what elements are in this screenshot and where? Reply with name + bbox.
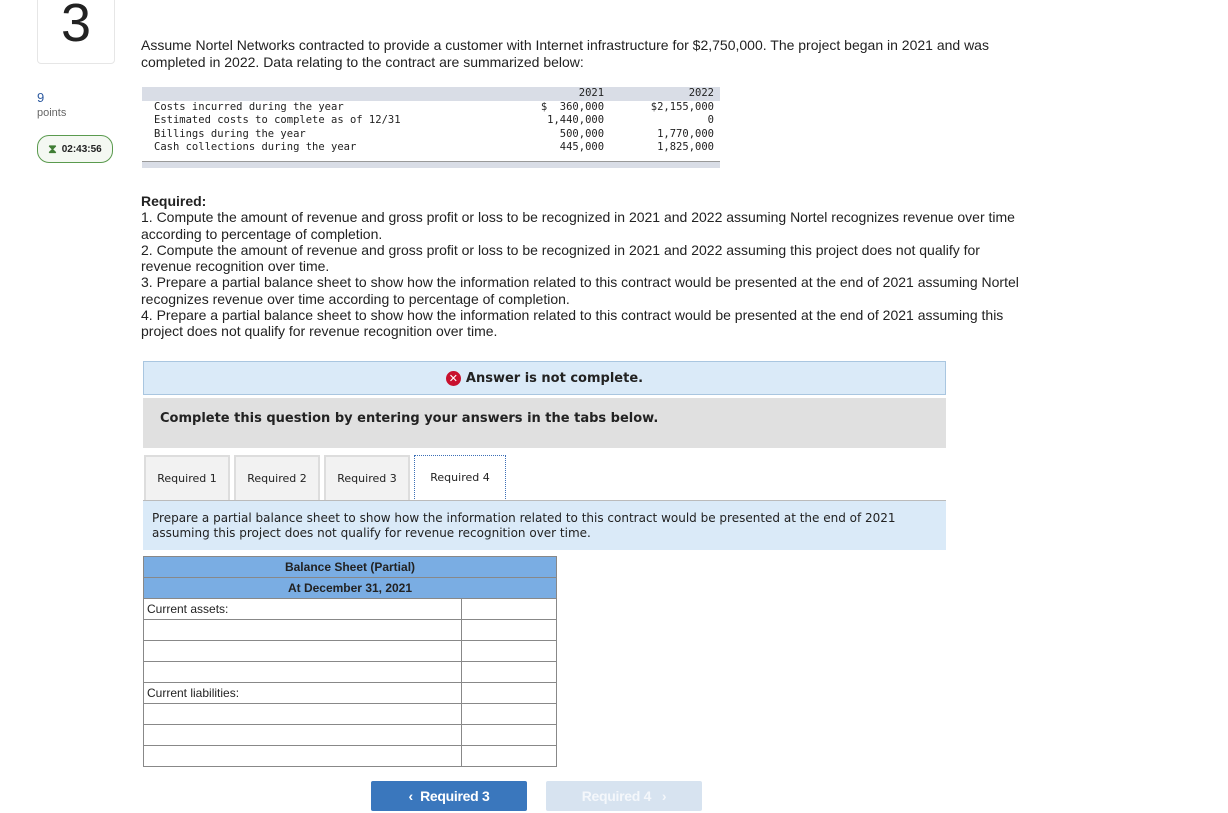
balance-sheet-title: Balance Sheet (Partial) <box>144 557 557 578</box>
amount-input[interactable] <box>462 746 557 767</box>
requirements <box>141 193 1031 340</box>
label-input[interactable]: Current assets: <box>144 599 462 620</box>
amount-input[interactable] <box>462 704 557 725</box>
tab-required-1[interactable]: Required 1 <box>144 455 230 501</box>
prev-required-button[interactable] <box>371 781 527 811</box>
required-item-2: 2. Compute the amount of revenue and gross profit or loss to be recognized in 2021 and 2022 assuming this project does not qualify for revenue recognition over time. <box>141 241 980 275</box>
balance-sheet-table <box>143 556 557 767</box>
contract-data-table <box>142 87 720 168</box>
required-item-4: 4. Prepare a partial balance sheet to show how the information related to this contract would be presented at the end of 2021 assuming this project does not qualify for revenue recognition over time. <box>141 307 1004 340</box>
timer <box>37 135 113 163</box>
table-row <box>144 683 557 704</box>
table-row <box>144 704 557 725</box>
chevron-right-icon: › <box>661 788 667 804</box>
table-row: Billings during the year 500,000 1,770,000 <box>154 127 714 140</box>
timer-value: 02:43:56 <box>61 143 102 155</box>
points-label: points <box>37 107 67 119</box>
amount-input[interactable] <box>462 725 557 746</box>
table-row: Costs incurred during the year $ 360,000 $2,155,000 <box>154 100 714 113</box>
table-row: Estimated costs to complete as of 12/31 1,440,000 0 <box>154 114 714 126</box>
amount-input[interactable] <box>462 683 557 704</box>
table-row <box>144 641 557 662</box>
tab-required-2[interactable]: Required 2 <box>234 455 320 501</box>
label-input[interactable] <box>144 725 462 746</box>
table-row <box>144 725 557 746</box>
answer-status: Answer is not complete. <box>465 370 644 386</box>
table-row: Cash collections during the year 445,000 1,825,000 <box>154 141 714 153</box>
tab-instruction: Prepare a partial balance sheet to show how the information related to this contract would be presented at the end of 2021 assuming this project does not qualify for revenue recognition over time. <box>143 501 946 550</box>
label-input[interactable] <box>144 641 462 662</box>
tab-required-4[interactable]: Required 4 <box>414 455 506 501</box>
amount-input[interactable] <box>462 641 557 662</box>
balance-sheet-date: At December 31, 2021 <box>144 578 557 599</box>
header-2021: 2021 <box>500 87 610 101</box>
question-number: 3 <box>37 0 115 64</box>
error-x-icon: ✕ <box>446 371 461 386</box>
label-input[interactable] <box>144 662 462 683</box>
required-item-1: 1. Compute the amount of revenue and gross profit or loss to be recognized in 2021 and 2022 assuming Nortel recognizes revenue over time according to percentage of completion. <box>141 209 1015 242</box>
tab-required-3[interactable]: Required 3 <box>324 455 410 501</box>
amount-input[interactable] <box>462 662 557 683</box>
next-required-button[interactable] <box>546 781 702 811</box>
next-label: Required 4 <box>581 788 652 804</box>
table-row <box>144 746 557 767</box>
label-input[interactable] <box>144 704 462 725</box>
table-row <box>144 662 557 683</box>
complete-prompt: Complete this question by entering your answers in the tabs below. <box>143 398 946 448</box>
table-footer <box>142 161 720 168</box>
required-title: Required: <box>141 193 207 209</box>
table-row <box>144 620 557 641</box>
prev-label: Required 3 <box>420 788 490 804</box>
label-input[interactable]: Current liabilities: <box>144 683 462 704</box>
label-input[interactable] <box>144 746 462 767</box>
header-2022: 2022 <box>610 87 720 101</box>
answer-status-banner <box>143 361 946 395</box>
amount-input[interactable] <box>462 599 557 620</box>
amount-input[interactable] <box>462 620 557 641</box>
intro-text: Assume Nortel Networks contracted to provide a customer with Internet infrastructure for $2,750,000. The project began in 2021 and was completed in 2022. Data relating to the contract are summarized below: <box>141 37 989 70</box>
label-input[interactable] <box>144 620 462 641</box>
points-value: 9 <box>37 90 45 105</box>
required-item-3: 3. Prepare a partial balance sheet to show how the information related to this contract would be presented at the end of 2021 assuming Nortel recognizes revenue over time according to percentage of completion. <box>141 274 1019 307</box>
chevron-left-icon: ‹ <box>408 788 413 804</box>
hourglass-icon: ⧗ <box>48 141 57 156</box>
table-row <box>144 599 557 620</box>
